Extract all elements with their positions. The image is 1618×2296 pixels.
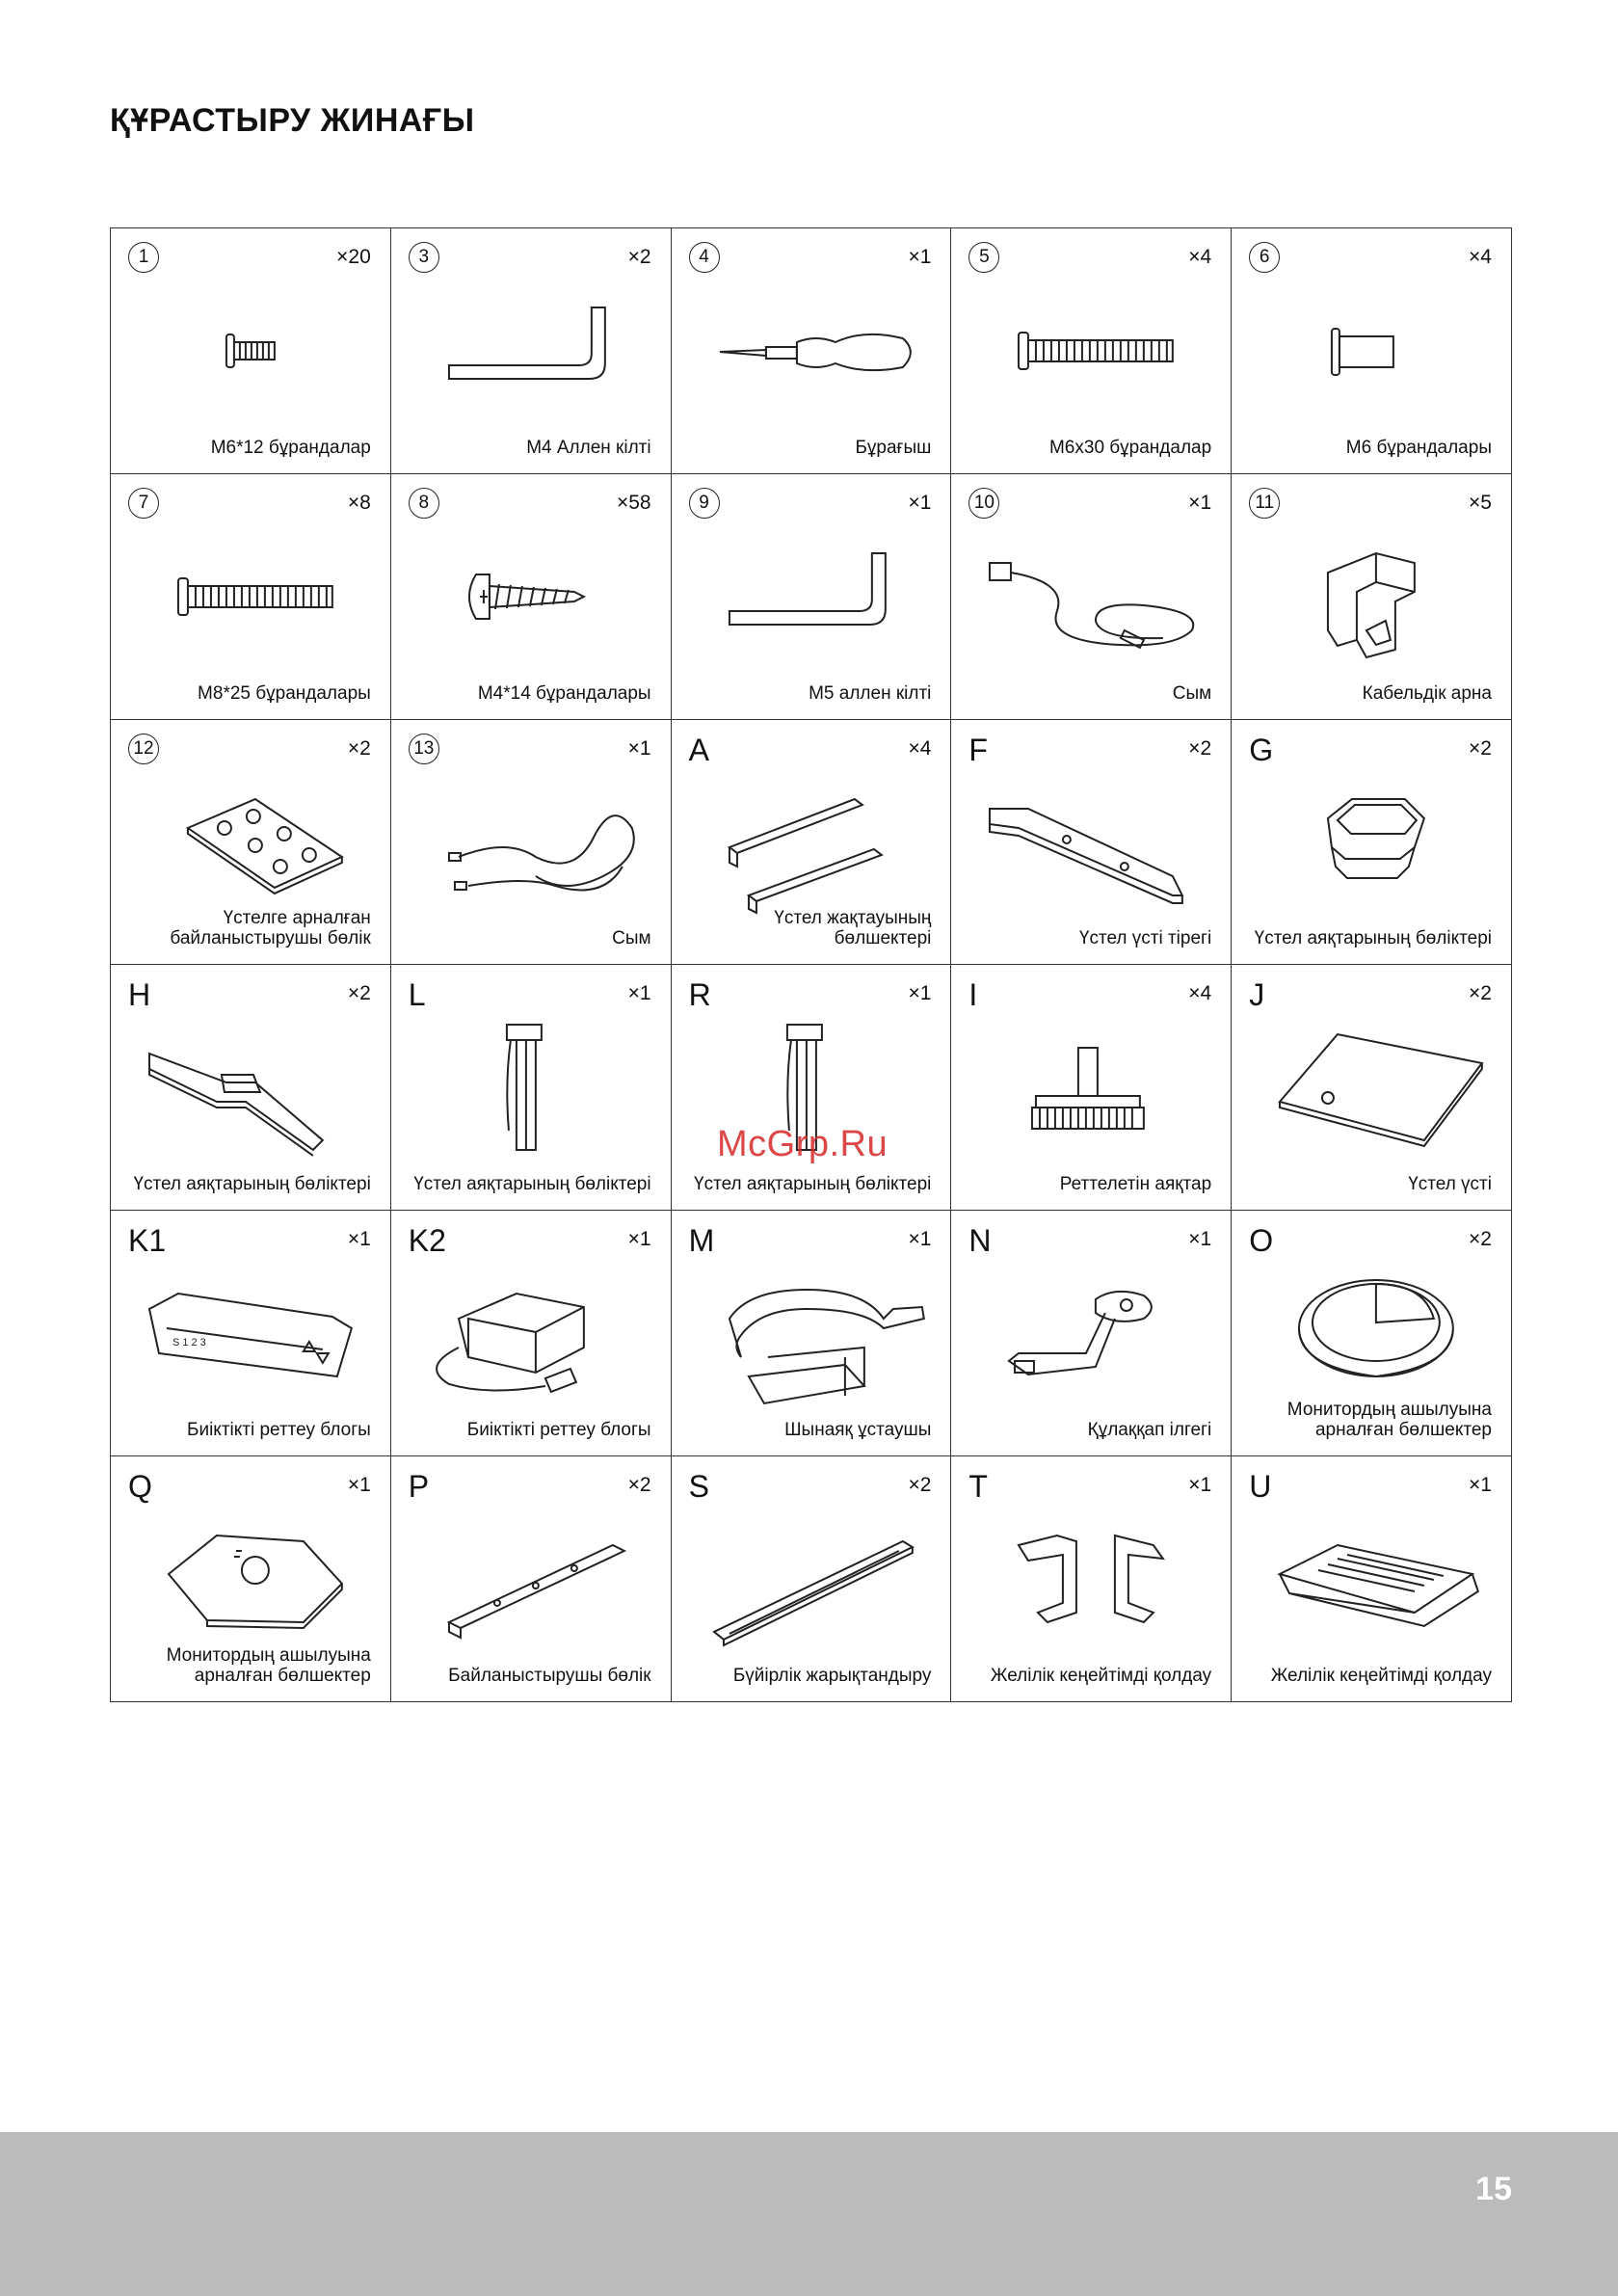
part-label: Биіктікті реттеу блогы bbox=[187, 1420, 371, 1441]
part-id bbox=[409, 978, 426, 1011]
part-id bbox=[1249, 488, 1280, 519]
part-label: Монитордың ашылуына арналған бөлшектер bbox=[1286, 1400, 1492, 1441]
part-letter: S bbox=[688, 1469, 709, 1505]
part-label: Үстел аяқтарының бөліктері bbox=[694, 1174, 932, 1195]
part-quantity: ×4 bbox=[908, 736, 932, 760]
part-cell bbox=[391, 1211, 672, 1456]
grommet-icon bbox=[1232, 1261, 1511, 1405]
page-number: 15 bbox=[1475, 2171, 1512, 2207]
cable-clip-icon bbox=[1232, 524, 1511, 669]
part-label: Бүйірлік жарықтандыру bbox=[732, 1665, 932, 1686]
long-bolt-icon bbox=[111, 524, 390, 669]
part-letter: A bbox=[688, 732, 709, 767]
leg-column-icon bbox=[391, 1015, 671, 1160]
part-label: Шынаяқ ұстаушы bbox=[784, 1420, 932, 1441]
part-quantity: ×2 bbox=[627, 1474, 651, 1497]
part-letter: O bbox=[1249, 1223, 1274, 1259]
part-cell bbox=[1232, 228, 1512, 474]
part-letter: Q bbox=[128, 1469, 152, 1505]
part-number-circle: 1 bbox=[128, 242, 159, 273]
part-label: Монитордың ашылуына арналған бөлшектер bbox=[166, 1644, 371, 1686]
part-id bbox=[128, 1470, 152, 1503]
part-number-circle: 5 bbox=[968, 242, 999, 273]
part-quantity: ×1 bbox=[908, 982, 932, 1005]
part-cell bbox=[1232, 720, 1512, 966]
foot-base-icon bbox=[111, 1015, 390, 1160]
part-quantity: ×1 bbox=[908, 491, 932, 514]
part-quantity: ×1 bbox=[1188, 1228, 1212, 1251]
part-letter: G bbox=[1249, 732, 1274, 767]
part-quantity: ×1 bbox=[1188, 491, 1212, 514]
part-letter: I bbox=[968, 977, 978, 1013]
part-quantity: ×2 bbox=[627, 246, 651, 268]
part-cell bbox=[111, 965, 391, 1211]
part-quantity: ×1 bbox=[1188, 1474, 1212, 1497]
part-id bbox=[689, 1224, 715, 1257]
part-label: Үстел аяқтарының бөліктері bbox=[413, 1174, 651, 1195]
part-id bbox=[689, 734, 709, 766]
part-cell bbox=[951, 474, 1232, 720]
part-id bbox=[1249, 978, 1264, 1011]
part-label: Сым bbox=[1172, 682, 1212, 704]
part-quantity: ×2 bbox=[1469, 736, 1492, 760]
part-quantity: ×2 bbox=[1188, 736, 1212, 760]
part-number-circle: 8 bbox=[409, 488, 439, 519]
part-id bbox=[409, 1224, 446, 1257]
connector-bar-icon bbox=[391, 1507, 671, 1651]
part-label: Реттелетін аяқтар bbox=[1059, 1174, 1212, 1195]
part-cell bbox=[111, 720, 391, 966]
part-id bbox=[1249, 1470, 1271, 1503]
part-quantity: ×2 bbox=[347, 982, 371, 1005]
allen-key-icon bbox=[672, 524, 951, 669]
part-letter: R bbox=[688, 977, 711, 1013]
part-label: Желілік кеңейтімді қолдау bbox=[990, 1665, 1212, 1686]
part-id bbox=[409, 734, 439, 764]
part-number-circle: 6 bbox=[1249, 242, 1280, 273]
part-cell bbox=[672, 1211, 952, 1456]
part-label: Кабельдік арна bbox=[1362, 682, 1492, 704]
page-title: ҚҰРАСТЫРУ ЖИНАҒЫ bbox=[110, 102, 475, 139]
cable-icon bbox=[391, 770, 671, 915]
part-id bbox=[968, 488, 999, 519]
part-label: M6 бұрандалары bbox=[1345, 437, 1492, 458]
part-number-circle: 11 bbox=[1249, 488, 1280, 519]
watermark: McGrp.Ru bbox=[717, 1124, 889, 1164]
part-id bbox=[968, 1470, 988, 1503]
part-id bbox=[409, 242, 439, 273]
part-label: M6x30 бұрандалар bbox=[1048, 437, 1212, 458]
part-letter: U bbox=[1249, 1469, 1272, 1505]
part-id bbox=[968, 242, 999, 273]
part-id bbox=[968, 978, 977, 1011]
part-quantity: ×1 bbox=[627, 982, 651, 1005]
cup-holder-icon bbox=[672, 1261, 951, 1405]
small-bolt-icon bbox=[111, 279, 390, 423]
part-cell bbox=[111, 1456, 391, 1702]
part-cell bbox=[672, 474, 952, 720]
leveling-foot-icon bbox=[951, 1015, 1231, 1160]
mount-plate-icon bbox=[111, 770, 390, 915]
part-label: Сым bbox=[612, 928, 651, 949]
part-quantity: ×20 bbox=[336, 246, 371, 268]
screwdriver-icon bbox=[672, 279, 951, 423]
part-quantity: ×1 bbox=[1469, 1474, 1492, 1497]
part-id bbox=[1249, 242, 1280, 273]
part-label: M4*14 бұрандалары bbox=[477, 682, 651, 704]
part-id bbox=[128, 242, 159, 273]
part-cell bbox=[391, 474, 672, 720]
part-cell bbox=[391, 965, 672, 1211]
part-letter: H bbox=[128, 977, 151, 1013]
part-label: Байланыстырушы бөлік bbox=[448, 1665, 651, 1686]
part-letter: K1 bbox=[128, 1223, 167, 1259]
part-id bbox=[968, 734, 988, 766]
part-label: Үстел үсті bbox=[1408, 1174, 1492, 1195]
part-number-circle: 12 bbox=[128, 734, 159, 764]
part-label: Үстел аяқтарының бөліктері bbox=[1254, 928, 1492, 949]
part-id bbox=[1249, 734, 1273, 766]
part-number-circle: 10 bbox=[968, 488, 999, 519]
part-letter: J bbox=[1249, 977, 1265, 1013]
part-letter: M bbox=[688, 1223, 715, 1259]
part-label: Үстел жақтауының бөлшектері bbox=[774, 908, 932, 949]
part-id bbox=[689, 242, 720, 273]
part-cell bbox=[1232, 1211, 1512, 1456]
part-label: Бұрағыш bbox=[855, 437, 932, 458]
part-id bbox=[128, 978, 150, 1011]
wood-screw-icon bbox=[391, 524, 671, 669]
part-cell bbox=[1232, 965, 1512, 1211]
part-cell bbox=[951, 1211, 1232, 1456]
part-quantity: ×8 bbox=[347, 491, 371, 514]
part-quantity: ×4 bbox=[1469, 246, 1492, 268]
part-cell bbox=[111, 474, 391, 720]
part-number-circle: 9 bbox=[689, 488, 720, 519]
part-id bbox=[1249, 1224, 1273, 1257]
part-id bbox=[128, 1224, 166, 1257]
part-quantity: ×2 bbox=[1469, 1228, 1492, 1251]
part-cell bbox=[672, 228, 952, 474]
control-box-icon bbox=[391, 1261, 671, 1405]
control-panel-icon bbox=[111, 1261, 390, 1405]
part-id bbox=[689, 488, 720, 519]
part-cell bbox=[1232, 1456, 1512, 1702]
part-quantity: ×4 bbox=[1188, 246, 1212, 268]
footer-bar bbox=[0, 2132, 1618, 2296]
cable-tray-icon bbox=[1232, 1507, 1511, 1651]
svg-text:S 1 2 3: S 1 2 3 bbox=[172, 1337, 206, 1349]
part-quantity: ×2 bbox=[347, 736, 371, 760]
part-label: Желілік кеңейтімді қолдау bbox=[1270, 1665, 1492, 1686]
leg-sleeve-icon bbox=[1232, 770, 1511, 915]
part-quantity: ×1 bbox=[908, 246, 932, 268]
part-quantity: ×2 bbox=[1469, 982, 1492, 1005]
part-cell bbox=[111, 228, 391, 474]
part-quantity: ×1 bbox=[627, 736, 651, 760]
part-label: M6*12 бұрандалар bbox=[210, 437, 371, 458]
part-cell bbox=[391, 228, 672, 474]
part-quantity: ×2 bbox=[908, 1474, 932, 1497]
part-id bbox=[409, 1470, 429, 1503]
part-cell bbox=[391, 1456, 672, 1702]
part-cell bbox=[951, 720, 1232, 966]
part-cell bbox=[672, 965, 952, 1211]
part-label: M4 Аллен кілті bbox=[526, 437, 651, 458]
part-label: Биіктікті реттеу блогы bbox=[466, 1420, 651, 1441]
monitor-mount-icon bbox=[111, 1507, 390, 1651]
support-beam-icon bbox=[951, 770, 1231, 915]
part-letter: P bbox=[408, 1469, 430, 1505]
part-id bbox=[409, 488, 439, 519]
headphone-hook-icon bbox=[951, 1261, 1231, 1405]
part-cell bbox=[391, 720, 672, 966]
part-label: Үстелге арналған байланыстырушы бөлік bbox=[170, 908, 371, 949]
part-label: M8*25 бұрандалары bbox=[198, 682, 371, 704]
light-strip-icon bbox=[672, 1507, 951, 1651]
part-cell bbox=[111, 1211, 391, 1456]
part-quantity: ×5 bbox=[1469, 491, 1492, 514]
parts-grid bbox=[110, 227, 1512, 1702]
barrel-nut-icon bbox=[1232, 279, 1511, 423]
part-number-circle: 7 bbox=[128, 488, 159, 519]
part-cell bbox=[672, 1456, 952, 1702]
part-letter: N bbox=[968, 1223, 992, 1259]
part-id bbox=[689, 1470, 709, 1503]
part-cell bbox=[951, 228, 1232, 474]
part-letter: T bbox=[968, 1469, 988, 1505]
part-letter: F bbox=[968, 732, 988, 767]
part-quantity: ×1 bbox=[347, 1228, 371, 1251]
part-id bbox=[128, 488, 159, 519]
part-label: Құлаққап ілгегі bbox=[1087, 1420, 1212, 1441]
part-label: M5 аллен кілті bbox=[809, 682, 932, 704]
tabletop-icon bbox=[1232, 1015, 1511, 1160]
part-cell bbox=[951, 965, 1232, 1211]
part-id bbox=[128, 734, 159, 764]
part-letter: L bbox=[408, 977, 426, 1013]
part-cell bbox=[951, 1456, 1232, 1702]
part-label: Үстел аяқтарының бөліктері bbox=[133, 1174, 371, 1195]
part-label: Үстел үсті тірегі bbox=[1078, 928, 1212, 949]
part-number-circle: 4 bbox=[689, 242, 720, 273]
bracket-icon bbox=[951, 1507, 1231, 1651]
allen-key-icon bbox=[391, 279, 671, 423]
part-letter: K2 bbox=[408, 1223, 446, 1259]
part-id bbox=[968, 1224, 991, 1257]
part-quantity: ×1 bbox=[627, 1228, 651, 1251]
long-bolt-icon bbox=[951, 279, 1231, 423]
part-quantity: ×4 bbox=[1188, 982, 1212, 1005]
part-id bbox=[689, 978, 711, 1011]
part-number-circle: 13 bbox=[409, 734, 439, 764]
part-cell bbox=[1232, 474, 1512, 720]
part-cell bbox=[672, 720, 952, 966]
power-cord-icon bbox=[951, 524, 1231, 669]
part-quantity: ×1 bbox=[908, 1228, 932, 1251]
part-quantity: ×58 bbox=[616, 491, 651, 514]
part-quantity: ×1 bbox=[347, 1474, 371, 1497]
part-number-circle: 3 bbox=[409, 242, 439, 273]
rails-icon bbox=[672, 770, 951, 915]
